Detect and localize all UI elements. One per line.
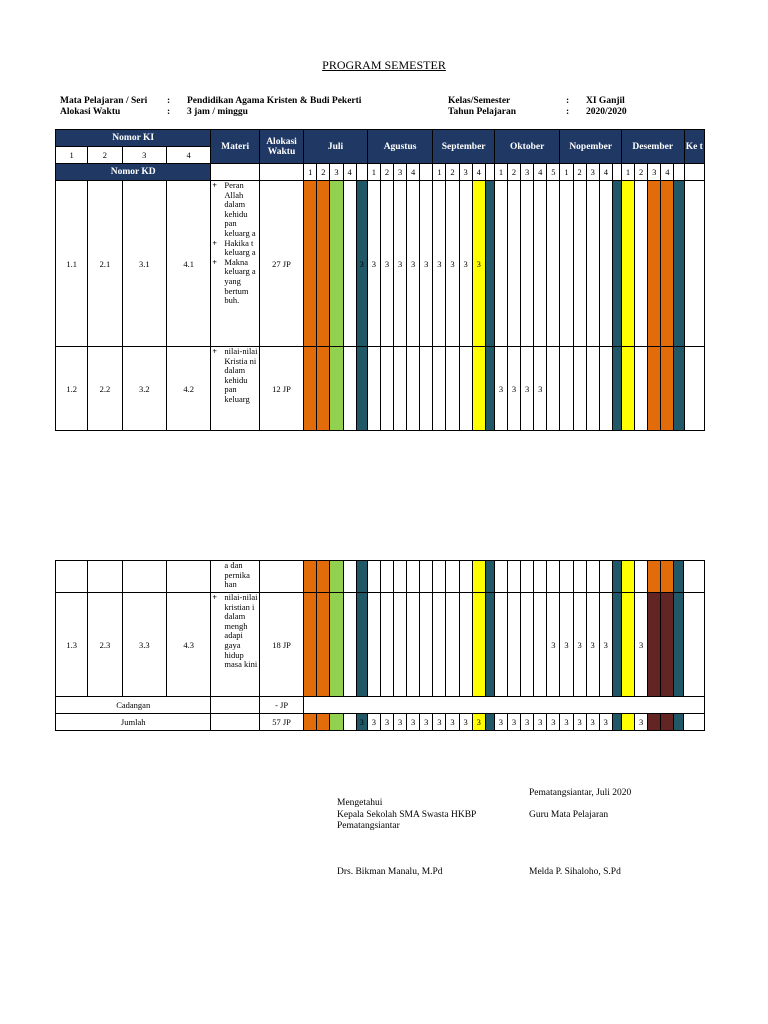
guru-label: Guru Mata Pelajaran — [529, 810, 609, 820]
alokasi-sep: : — [167, 107, 171, 117]
kd-cell: 1.1 — [56, 181, 88, 347]
principal-name: Drs. Bikman Manalu, M.Pd — [337, 867, 443, 877]
materi-blank — [211, 164, 259, 181]
alokasi-cell — [259, 561, 303, 593]
week-cell: 3 — [508, 347, 521, 431]
week-cell — [635, 181, 648, 347]
week-cell: 3 — [599, 593, 612, 697]
week-cell — [494, 593, 507, 697]
jumlah-row — [56, 714, 705, 731]
week-cell — [407, 347, 420, 431]
week-cell: 3 — [586, 714, 599, 731]
header-ket: Ke t — [684, 130, 704, 164]
week-label — [356, 164, 367, 181]
alokasi-cell: 27 JP — [259, 181, 303, 347]
week-cell: 3 — [507, 714, 520, 731]
week-cell — [612, 593, 621, 697]
week-cell — [343, 561, 356, 593]
week-cell — [621, 714, 634, 731]
week-cell — [343, 347, 356, 431]
week-cell — [648, 181, 661, 347]
week-cell: 3 — [521, 347, 534, 431]
ki-col-1: 1 — [56, 147, 88, 164]
ki-col-4: 4 — [166, 147, 210, 164]
week-label: 4 — [534, 164, 547, 181]
week-cell — [343, 593, 356, 697]
ket-cell — [684, 714, 705, 731]
kd-cell: 4.3 — [167, 593, 211, 697]
week-cell — [674, 714, 684, 731]
materi-item: + nilai-nilai kristian i dalam mengh adapi gaya hidup masa kini — [212, 593, 258, 670]
kd-cell: 3.3 — [122, 593, 166, 697]
week-cell: 3 — [547, 593, 560, 697]
week-cell — [648, 561, 661, 593]
mengetahui-label: Mengetahui — [337, 798, 383, 808]
week-cell: 3 — [420, 714, 433, 731]
week-label — [485, 164, 494, 181]
week-cell — [367, 593, 380, 697]
week-cell: 3 — [356, 181, 367, 347]
week-cell — [459, 347, 472, 431]
week-cell — [661, 593, 674, 697]
kd-cell: 3.2 — [122, 347, 166, 431]
week-cell — [472, 347, 485, 431]
kd-cell — [167, 561, 211, 593]
week-cell — [433, 561, 446, 593]
materi-cell — [211, 561, 259, 593]
week-cell: 3 — [459, 714, 472, 731]
week-cell — [304, 714, 317, 731]
header-materi: Materi — [211, 130, 259, 164]
week-cell — [356, 593, 367, 697]
kelas-label: Kelas/Semester — [448, 96, 511, 106]
week-cell — [367, 347, 380, 431]
mapel-sep: : — [167, 96, 171, 106]
materi-blank — [211, 697, 259, 714]
kd-cell — [56, 561, 88, 593]
week-cell — [330, 561, 343, 593]
table-row — [56, 181, 705, 347]
materi-cell — [211, 593, 259, 697]
materi-blank — [211, 714, 259, 731]
week-cell — [343, 181, 356, 347]
week-cell: 3 — [380, 714, 393, 731]
ket-cell — [684, 347, 704, 431]
week-cell — [573, 561, 586, 593]
week-cell: 3 — [635, 593, 648, 697]
week-cell: 3 — [573, 714, 586, 731]
week-cell — [560, 181, 573, 347]
alokasi-blank — [259, 164, 303, 181]
page-title: PROGRAM SEMESTER — [322, 58, 446, 72]
week-cell — [534, 181, 547, 347]
week-cell — [394, 561, 407, 593]
kd-cell: 1.2 — [56, 347, 88, 431]
cadangan-alokasi: - JP — [259, 697, 303, 714]
week-cell — [380, 593, 393, 697]
week-cell — [367, 561, 380, 593]
week-label: 4 — [661, 164, 674, 181]
week-cell — [472, 593, 485, 697]
header-nomor-ki: Nomor KI — [56, 130, 211, 147]
week-label: 3 — [521, 164, 534, 181]
week-cell — [472, 561, 485, 593]
week-cell: 3 — [494, 347, 507, 431]
header-nomor-kd: Nomor KD — [56, 164, 211, 181]
week-cell — [304, 347, 317, 431]
alokasi-cell: 12 JP — [259, 347, 303, 431]
header-month-juli: Juli — [304, 130, 368, 164]
header-month-desember: Desember — [621, 130, 684, 164]
kelas-value: XI Ganjil — [586, 96, 625, 106]
week-label — [612, 164, 621, 181]
week-cell: 3 — [521, 714, 534, 731]
week-cell — [459, 593, 472, 697]
week-cell: 3 — [407, 181, 420, 347]
kd-cell: 4.2 — [166, 347, 210, 431]
week-cell — [674, 347, 684, 431]
teacher-name: Melda P. Sihaloho, S.Pd — [529, 867, 621, 877]
week-label: 1 — [560, 164, 573, 181]
kd-cell: 2.3 — [88, 593, 122, 697]
week-label: 1 — [433, 164, 446, 181]
week-cell: 3 — [472, 181, 485, 347]
header-month-september: September — [433, 130, 495, 164]
week-cell — [485, 181, 494, 347]
week-label: 2 — [573, 164, 586, 181]
week-label: 2 — [508, 164, 521, 181]
kd-cell: 2.1 — [88, 181, 122, 347]
week-cell: 3 — [446, 714, 459, 731]
week-label: 1 — [367, 164, 380, 181]
materi-item: + Peran Allah dalam kehidu pan keluarg a — [212, 181, 258, 239]
materi-item: + Makna keluarg a yang bertum buh. — [212, 258, 258, 306]
week-label: 2 — [317, 164, 330, 181]
week-cell — [534, 593, 547, 697]
week-cell: 3 — [433, 714, 446, 731]
week-cell — [621, 561, 634, 593]
week-cell — [599, 561, 612, 593]
week-label: 1 — [621, 164, 634, 181]
week-label: 2 — [380, 164, 393, 181]
school-city-label: Pematangsiantar — [337, 821, 400, 831]
week-label: 2 — [446, 164, 459, 181]
week-label: 3 — [330, 164, 343, 181]
week-cell: 3 — [380, 181, 393, 347]
week-cell — [317, 714, 330, 731]
week-label: 4 — [472, 164, 485, 181]
kd-cell: 1.3 — [56, 593, 88, 697]
week-cell — [507, 593, 520, 697]
week-cell — [674, 593, 684, 697]
alokasi-value: 3 jam / minggu — [187, 107, 248, 117]
week-cell — [661, 181, 674, 347]
tahun-sep: : — [566, 107, 570, 117]
jumlah-label: Jumlah — [56, 714, 211, 731]
week-cell: 3 — [494, 714, 507, 731]
kd-cell: 4.1 — [166, 181, 210, 347]
week-cell: 3 — [547, 714, 560, 731]
week-cell — [317, 181, 330, 347]
week-cell — [420, 561, 433, 593]
week-cell: 3 — [394, 181, 407, 347]
materi-cell — [211, 347, 259, 431]
week-cell — [521, 181, 534, 347]
ki-col-2: 2 — [88, 147, 122, 164]
week-cell — [304, 593, 317, 697]
kelas-sep: : — [566, 96, 570, 106]
week-cell — [661, 561, 674, 593]
week-cell: 3 — [534, 347, 547, 431]
ki-col-3: 3 — [122, 147, 166, 164]
week-label: 4 — [407, 164, 420, 181]
week-cell — [560, 561, 573, 593]
place-date: Pematangsiantar, Juli 2020 — [529, 788, 632, 798]
week-cell — [485, 714, 494, 731]
week-cell — [317, 561, 330, 593]
week-cell — [599, 347, 612, 431]
week-cell — [521, 561, 534, 593]
week-cell — [621, 593, 634, 697]
week-cell — [621, 347, 634, 431]
week-cell — [433, 347, 446, 431]
week-label: 3 — [394, 164, 407, 181]
week-cell — [356, 347, 367, 431]
tahun-value: 2020/2020 — [586, 107, 627, 117]
cadangan-empty — [304, 697, 705, 714]
header-month-nopember: Nopember — [560, 130, 622, 164]
week-cell: 3 — [472, 714, 485, 731]
week-cell: 3 — [356, 714, 367, 731]
jumlah-alokasi: 57 JP — [259, 714, 303, 731]
week-label: 1 — [494, 164, 507, 181]
kd-cell — [88, 561, 122, 593]
header-month-oktober: Oktober — [494, 130, 560, 164]
week-cell: 3 — [394, 714, 407, 731]
materi-item: + nilai-nilai Kristia ni dalam kehidu pan keluarg — [212, 347, 258, 405]
mapel-label: Mata Pelajaran / Seri — [60, 96, 148, 106]
week-cell: 3 — [367, 714, 380, 731]
week-cell — [586, 181, 599, 347]
week-cell — [612, 561, 621, 593]
week-cell — [661, 347, 674, 431]
table-row — [56, 593, 705, 697]
week-cell — [380, 347, 393, 431]
week-cell — [485, 561, 494, 593]
week-cell — [433, 593, 446, 697]
week-label: 4 — [343, 164, 356, 181]
header-month-agustus: Agustus — [367, 130, 433, 164]
week-cell: 3 — [586, 593, 599, 697]
week-cell — [534, 561, 547, 593]
week-cell — [304, 181, 317, 347]
week-cell — [494, 561, 507, 593]
week-label: 4 — [599, 164, 612, 181]
materi-cell — [211, 181, 259, 347]
week-cell — [330, 347, 343, 431]
table-row — [56, 561, 705, 593]
week-cell — [621, 181, 634, 347]
week-cell — [407, 593, 420, 697]
week-cell — [356, 561, 367, 593]
ket-cell — [684, 561, 705, 593]
cadangan-label: Cadangan — [56, 697, 211, 714]
week-cell — [304, 561, 317, 593]
ket-cell — [684, 181, 704, 347]
week-label: 2 — [635, 164, 648, 181]
week-cell — [317, 593, 330, 697]
mapel-value: Pendidikan Agama Kristen & Budi Pekerti — [187, 96, 362, 106]
week-cell — [547, 561, 560, 593]
week-cell — [674, 181, 684, 347]
week-cell — [407, 561, 420, 593]
week-label: 3 — [586, 164, 599, 181]
week-cell — [330, 714, 343, 731]
week-label: 3 — [459, 164, 472, 181]
week-cell: 3 — [560, 593, 573, 697]
ket-blank — [684, 164, 704, 181]
week-cell — [586, 347, 599, 431]
week-cell — [459, 561, 472, 593]
week-cell — [648, 714, 661, 731]
week-cell — [420, 593, 433, 697]
week-cell — [446, 593, 459, 697]
semester-table-bottom — [55, 560, 705, 731]
week-label — [420, 164, 433, 181]
materi-item: a dan pernika han — [224, 560, 250, 590]
tahun-label: Tahun Pelajaran — [448, 107, 517, 117]
kd-cell: 2.2 — [88, 347, 122, 431]
week-cell: 3 — [534, 714, 547, 731]
week-cell — [420, 347, 433, 431]
week-cell: 3 — [573, 593, 586, 697]
week-cell — [547, 347, 560, 431]
week-cell — [343, 714, 356, 731]
week-cell — [635, 347, 648, 431]
alokasi-cell: 18 JP — [259, 593, 303, 697]
week-cell — [507, 561, 520, 593]
semester-table-top — [55, 129, 705, 431]
week-cell — [330, 181, 343, 347]
week-cell — [547, 181, 560, 347]
week-cell — [485, 593, 494, 697]
week-cell: 3 — [420, 181, 433, 347]
week-cell — [394, 593, 407, 697]
week-cell — [330, 593, 343, 697]
week-cell — [317, 347, 330, 431]
week-cell — [612, 714, 621, 731]
week-cell: 3 — [599, 714, 612, 731]
kepala-sekolah-label: Kepala Sekolah SMA Swasta HKBP — [337, 810, 477, 820]
week-cell: 3 — [433, 181, 446, 347]
week-cell: 3 — [446, 181, 459, 347]
week-cell — [380, 561, 393, 593]
week-cell — [573, 347, 586, 431]
ket-cell — [684, 593, 705, 697]
week-cell — [648, 347, 661, 431]
kd-cell — [122, 561, 166, 593]
week-cell — [661, 714, 674, 731]
week-cell: 3 — [367, 181, 380, 347]
week-cell — [599, 181, 612, 347]
week-cell — [560, 347, 573, 431]
week-label: 1 — [304, 164, 317, 181]
kd-cell: 3.1 — [122, 181, 166, 347]
week-cell — [394, 347, 407, 431]
week-label: 3 — [648, 164, 661, 181]
week-cell — [446, 561, 459, 593]
week-cell — [446, 347, 459, 431]
week-label — [674, 164, 684, 181]
week-cell — [485, 347, 494, 431]
week-cell: 3 — [635, 714, 648, 731]
week-cell: 3 — [459, 181, 472, 347]
week-cell — [508, 181, 521, 347]
week-cell — [674, 561, 684, 593]
week-cell — [521, 593, 534, 697]
week-cell — [635, 561, 648, 593]
alokasi-label: Alokasi Waktu — [60, 107, 121, 117]
cadangan-row — [56, 697, 705, 714]
week-label: 5 — [547, 164, 560, 181]
week-cell — [573, 181, 586, 347]
week-cell — [612, 181, 621, 347]
week-cell: 3 — [407, 714, 420, 731]
week-cell — [612, 347, 621, 431]
week-cell — [648, 593, 661, 697]
week-cell — [586, 561, 599, 593]
materi-item: + Hakika t keluarg a — [212, 239, 258, 258]
header-alokasi: Alokasi Waktu — [259, 130, 303, 164]
table-row — [56, 347, 705, 431]
week-cell: 3 — [560, 714, 573, 731]
week-cell — [494, 181, 507, 347]
